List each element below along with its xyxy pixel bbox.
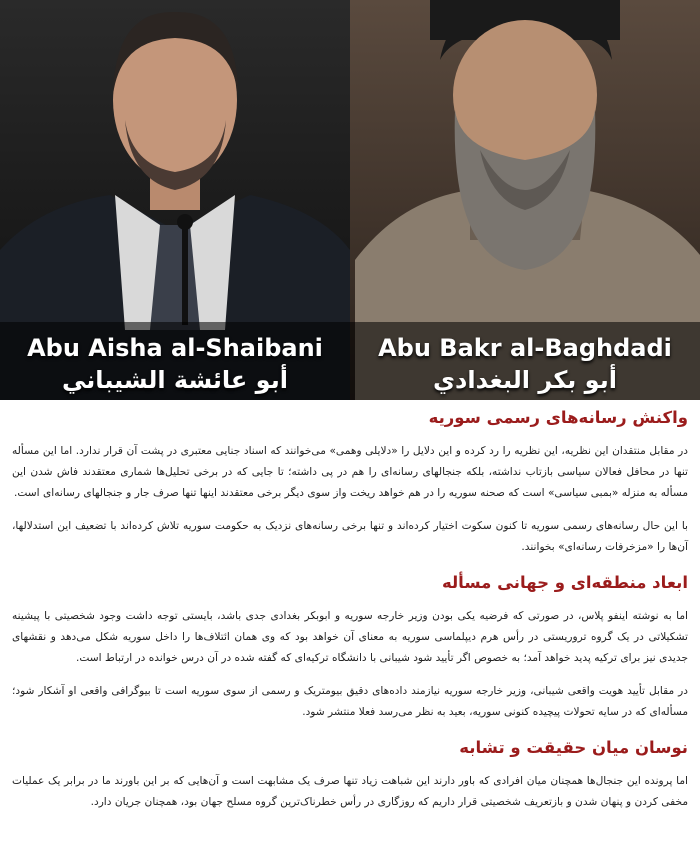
right-caption-en: Abu Bakr al-Baghdadi [378,334,672,362]
section-heading: ابعاد منطقه‌ای و جهانی مسأله [441,573,688,592]
section-heading: نوسان میان حقیقت و تشابه [459,738,688,757]
paragraph: در مقابل منتقدان این نظریه، این نظریه را رد کرده و این دلایل را «دلایلی وهمی» می‌خوانند که اسناد جنایی معتبری در پشت آن قرار ندارد. اما این مسأله تنها در محافل فعالان سیاسی بازتاب نداشته، بلکه جنجالهای رسانه‌ای را هم در پی داشته؛ تا جایی که در برخی تحلیل‌ها شماری معتقدند فاش شدن این مسأله به منزله «بمبی سیاسی» است که صحنه سوریه را در هم خواهد ریخت واز سوی دیگر برخی معتقدند اینها تنها صرف جار و جنجالهای رسانه‌ای است. [12,445,688,499]
article-body [0,400,700,813]
left-caption-ar: أبو عائشة الشيباني [62,366,288,394]
left-caption-en: Abu Aisha al-Shaibani [27,334,323,362]
paragraph: اما به نوشته اینفو پلاس، در صورتی که فرضیه یکی بودن وزیر خارجه سوریه و ابوبکر بغدادی جدی باشد، بایستی توجه داشت وجود شخصیتی با پیشینه تشکیلاتی در یک گروه تروریستی در رأس هرم دیپلماسی سوریه به معنای آن خواهد بود که وی همان ائتلاف‌ها را داخل سوریه شکل می‌دهد و نقشهای جدیدی نیز برای ترکیه پدید خواهد آمد؛ به خصوص اگر تأیید شود شیبانی با دانشگاه ترکیه‌ای که گفته شده در آن درس خوانده در ارتباط است. [12,610,688,664]
paragraph: اما پرونده این جنجال‌ها همچنان میان افرادی که باور دارند این شباهت زیاد تنها صرف یک مشابهت است و آن‌هایی که بر این باورند ما در برابر یک عملیات مخفی کردن و پنهان شدن و بازتعریف شخصیتی قرار داریم که روزگاری در رأس خطرناک‌ترین گروه مسلح جهان بود، همچنان جریان دارد. [12,775,688,808]
section-heading: واکنش رسانه‌های رسمی سوریه [428,408,688,427]
comparison-photo [0,0,700,400]
right-caption-ar: أبو بكر البغدادي [433,366,617,394]
paragraph: با این حال رسانه‌های رسمی سوریه تا کنون سکوت اختیار کرده‌اند و تنها برخی رسانه‌های نزدیک به حکومت سوریه تلاش کرده‌اند با تضعیف این استدلالها، آن‌ها را «مزخرفات رسانه‌ای» بخوانند. [12,520,688,553]
paragraph: در مقابل تأیید هویت واقعی شیبانی، وزیر خارجه سوریه نیازمند داده‌های دقیق بیومتریک و رسمی از سوی سوریه است تا بیوگرافی واقعی او آشکار شود؛ مسأله‌ای که در سایه تحولات پیچیده کنونی سوریه، بعید به نظر می‌رسد فعلا منتشر شود. [12,685,688,718]
